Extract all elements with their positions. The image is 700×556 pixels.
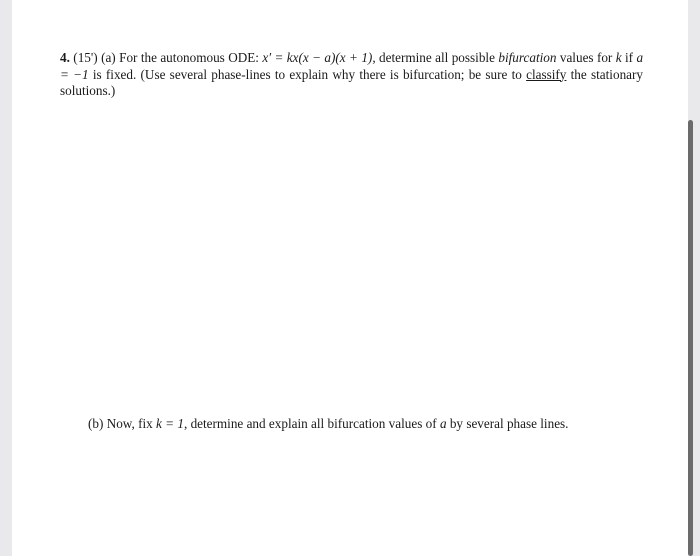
part-b-text: Now, fix <box>103 416 157 431</box>
bifurcation-term: bifurcation <box>498 50 557 65</box>
part-b-text: , determine and explain all bifurcation values of <box>183 416 440 431</box>
question-4-part-a <box>60 50 643 100</box>
part-b-label: (b) <box>88 416 104 431</box>
question-number: 4. <box>60 50 70 65</box>
part-b-text: by several phase lines. <box>446 416 569 431</box>
part-a-text: the stationary solutions.) <box>60 66 643 98</box>
part-a-text: is fixed. (Use several phase-lines to explain why there is bifurcation; be sure to <box>88 66 527 82</box>
part-b-condition: k = 1 <box>156 416 184 431</box>
classify-word: classify <box>526 66 567 82</box>
vertical-scrollbar[interactable] <box>688 120 693 556</box>
part-a-text: , determine all possible <box>372 50 499 65</box>
part-a-text: For the autonomous ODE: <box>119 50 263 65</box>
part-a-label: (a) <box>101 50 116 65</box>
variable-a: a <box>439 416 447 431</box>
question-points: (15') <box>73 50 98 65</box>
part-a-text: if <box>621 50 637 65</box>
question-4-part-b <box>88 416 648 433</box>
fixed-condition: a = −1 <box>60 50 644 82</box>
document-page <box>12 0 688 556</box>
ode-equation: x′ = kx(x − a)(x + 1) <box>262 50 373 65</box>
part-a-text: values for <box>556 50 616 65</box>
variable-k: k <box>615 50 622 65</box>
